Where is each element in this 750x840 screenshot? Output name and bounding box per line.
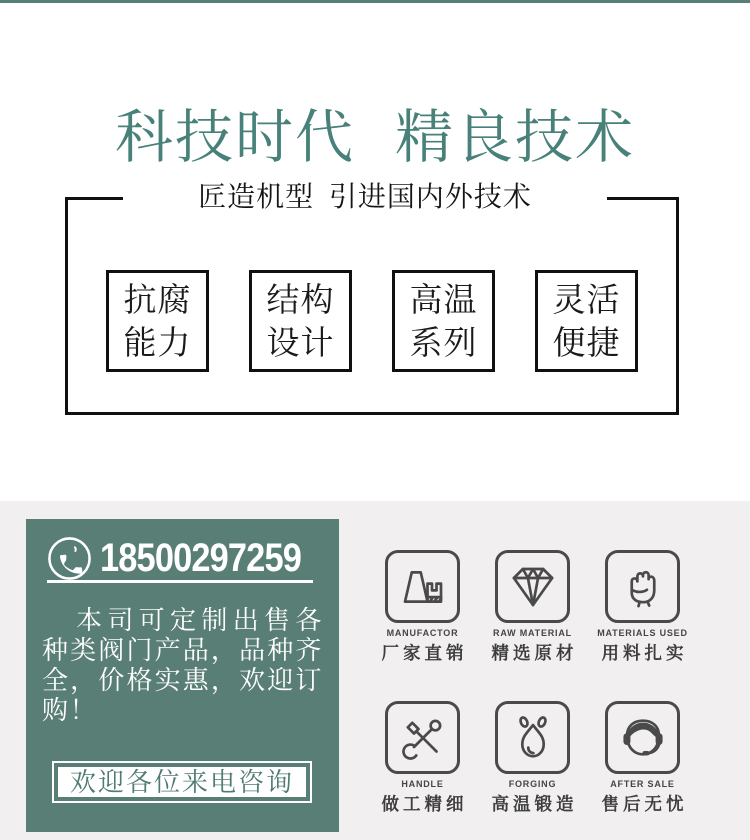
feature-box-hightemp: [392, 270, 495, 372]
badge-en-label: MANUFACTOR: [386, 628, 459, 638]
badge-zh-label: 精选原材: [491, 643, 578, 663]
feature-label: 能力: [123, 323, 192, 361]
fist-icon: [605, 550, 680, 623]
feature-label: 便捷: [552, 323, 621, 361]
call-consult-button[interactable]: 欢迎各位来电咨询: [58, 767, 306, 797]
badge-after-sale: [601, 701, 688, 816]
flame-icon: [495, 701, 570, 774]
badge-en-label: MATERIALS USED: [597, 628, 688, 638]
features-row: [68, 270, 676, 372]
feature-box-flexible: [535, 270, 638, 372]
badge-manufacturer: [381, 550, 468, 665]
badge-materials-used: [597, 550, 688, 665]
contact-description: 本司可定制出售各种类阀门产品，品种齐全，价格实惠，欢迎订购！: [42, 605, 323, 725]
badge-zh-label: 高温锻造: [491, 794, 578, 814]
factory-icon: [385, 550, 460, 623]
feature-label: 结构: [266, 280, 335, 318]
feature-label: 灵活: [552, 280, 621, 318]
feature-label: 抗腐: [123, 280, 192, 318]
tools-icon: [385, 701, 460, 774]
page-title: 科技时代 精良技术: [114, 105, 636, 170]
headset-icon: [605, 701, 680, 774]
phone-row: [46, 535, 334, 582]
badge-en-label: HANDLE: [401, 779, 444, 789]
feature-box-corrosion: [106, 270, 209, 372]
badge-en-label: AFTER SALE: [610, 779, 675, 789]
contact-card: [26, 519, 339, 832]
badge-zh-label: 厂家直销: [381, 643, 468, 663]
badge-zh-label: 做工精细: [381, 794, 468, 814]
badge-en-label: FORGING: [508, 779, 557, 789]
phone-icon: [46, 535, 93, 582]
badge-zh-label: 用料扎实: [601, 643, 688, 663]
feature-label: 设计: [266, 323, 335, 361]
diamond-icon: [495, 550, 570, 623]
top-accent-bar: [0, 0, 750, 3]
badge-handle: [381, 701, 468, 816]
badge-zh-label: 售后无忧: [601, 794, 688, 814]
badges-grid: [381, 550, 688, 816]
lower-section: [0, 501, 750, 840]
feature-frame: [65, 197, 679, 415]
feature-label: 高温: [409, 280, 478, 318]
phone-number: 18500297259: [100, 536, 301, 580]
page-subtitle: 匠造机型 引进国内外技术: [123, 180, 607, 214]
feature-box-structure: [249, 270, 352, 372]
feature-label: 系列: [409, 323, 478, 361]
badge-raw-material: [491, 550, 578, 665]
badge-en-label: RAW MATERIAL: [493, 628, 572, 638]
phone-underline: [47, 580, 313, 583]
badge-forging: [491, 701, 578, 816]
